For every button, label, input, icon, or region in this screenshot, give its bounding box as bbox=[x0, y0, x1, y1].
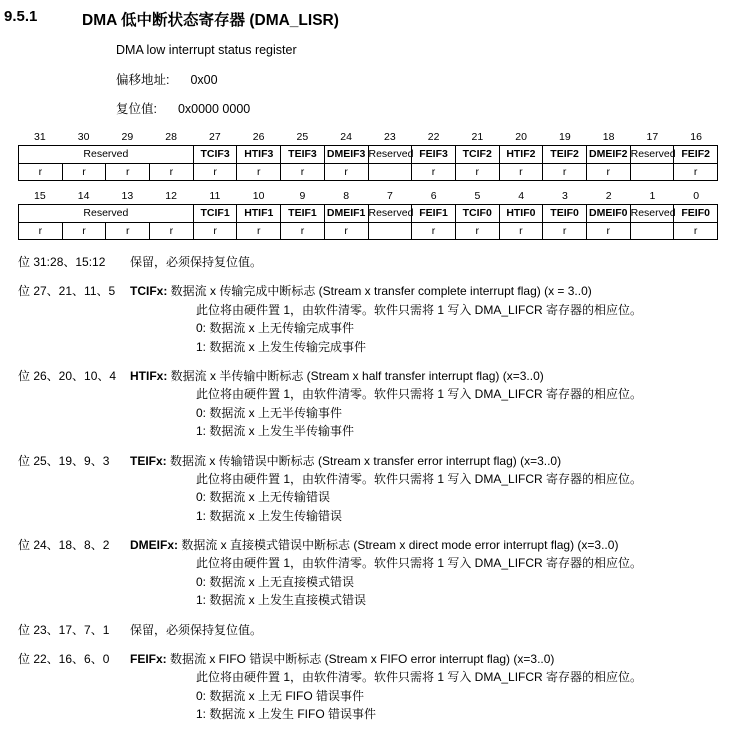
access-flag: r bbox=[150, 164, 194, 181]
bit-number: 25 bbox=[296, 131, 309, 143]
bit-description-detail: 0: 数据流 x 上无半传输事件 bbox=[196, 405, 343, 420]
reset-line bbox=[116, 99, 734, 117]
bit-description-detail: 1: 数据流 x 上发生半传输事件 bbox=[196, 424, 355, 439]
register-bit-map bbox=[18, 131, 718, 240]
bit-number: 2 bbox=[605, 190, 612, 202]
bit-field: TCIF3 bbox=[193, 146, 237, 164]
bit-description-title bbox=[130, 537, 734, 554]
access-flag: r bbox=[106, 164, 150, 181]
bit-number: 12 bbox=[165, 190, 177, 202]
bit-description-detail: 1: 数据流 x 上发生传输完成事件 bbox=[196, 339, 367, 354]
bit-field-name: FEIFx: bbox=[130, 652, 171, 667]
access-flag: r bbox=[674, 223, 718, 240]
bit-number: 16 bbox=[690, 131, 702, 143]
access-flag: r bbox=[586, 223, 630, 240]
bit-numbers-high bbox=[18, 131, 718, 145]
bit-description-detail: 此位将由硬件置 1，由软件清零。软件只需将 1 写入 DMA_LIFCR 寄存器的相应位。 bbox=[196, 471, 643, 486]
bit-description-detail: 此位将由硬件置 1，由软件清零。软件只需将 1 写入 DMA_LIFCR 寄存器的相应位。 bbox=[196, 387, 643, 402]
bit-number: 1 bbox=[649, 190, 656, 202]
bit-description-body bbox=[130, 453, 734, 526]
bit-field: TCIF2 bbox=[455, 146, 499, 164]
bit-description-detail: 1: 数据流 x 上发生 FIFO 错误事件 bbox=[196, 707, 377, 722]
bit-number: 20 bbox=[515, 131, 527, 143]
bit-number: 10 bbox=[252, 190, 265, 202]
bit-description-text: 数据流 x FIFO 错误中断标志 (Stream x FIFO error interrupt flag) (x=3..0) bbox=[170, 652, 555, 667]
bit-number: 28 bbox=[165, 131, 177, 143]
reserved-field: Reserved bbox=[630, 205, 674, 223]
bit-number: 4 bbox=[518, 190, 525, 202]
access-flag: r bbox=[19, 164, 63, 181]
bit-description-bits: 位 31:28、15:12 bbox=[18, 255, 106, 269]
access-flag: r bbox=[455, 223, 499, 240]
bit-description-body bbox=[130, 537, 734, 610]
register-fields-high bbox=[19, 146, 718, 164]
bit-number: 5 bbox=[474, 190, 481, 202]
bit-description-row bbox=[18, 254, 734, 271]
bit-description-title bbox=[130, 283, 734, 300]
reset-label: 复位值: bbox=[116, 102, 157, 116]
bit-field: TEIF0 bbox=[543, 205, 587, 223]
bit-number: 21 bbox=[471, 131, 484, 143]
access-flag: r bbox=[586, 164, 630, 181]
document-page bbox=[0, 8, 734, 743]
bit-field-name: TCIFx: bbox=[130, 284, 171, 299]
access-flag: r bbox=[543, 164, 587, 181]
bit-field: HTIF0 bbox=[499, 205, 543, 223]
access-flag: r bbox=[499, 164, 543, 181]
access-flag: r bbox=[455, 164, 499, 181]
bit-description-body bbox=[130, 283, 734, 356]
bit-number: 29 bbox=[121, 131, 134, 143]
access-flag: r bbox=[412, 223, 456, 240]
bit-description-title bbox=[130, 622, 734, 639]
bit-number: 6 bbox=[430, 190, 437, 202]
access-flag: r bbox=[237, 164, 281, 181]
access-flag: r bbox=[281, 164, 325, 181]
bit-description-text: 数据流 x 直接模式错误中断标志 (Stream x direct mode error interrupt flag) (x=3..0) bbox=[181, 538, 619, 553]
access-flag: r bbox=[412, 164, 456, 181]
reserved-field: Reserved bbox=[368, 205, 412, 223]
bit-number: 7 bbox=[386, 190, 393, 202]
bit-description-title bbox=[130, 453, 734, 470]
section-number: 9.5.1 bbox=[4, 8, 38, 25]
bit-field: TEIF1 bbox=[281, 205, 325, 223]
access-flag: r bbox=[281, 223, 325, 240]
bit-field: DMEIF3 bbox=[324, 146, 368, 164]
access-flag: r bbox=[62, 164, 106, 181]
bit-field-name: HTIFx: bbox=[130, 368, 171, 383]
bit-field: FEIF1 bbox=[412, 205, 456, 223]
bit-description-detail: 此位将由硬件置 1，由软件清零。软件只需将 1 写入 DMA_LIFCR 寄存器的相应位。 bbox=[196, 670, 643, 685]
bit-description-row bbox=[18, 622, 734, 639]
reserved-field: Reserved bbox=[630, 146, 674, 164]
bit-description-detail: 0: 数据流 x 上无 FIFO 错误事件 bbox=[196, 688, 365, 703]
bit-field: DMEIF0 bbox=[586, 205, 630, 223]
reserved-field: Reserved bbox=[368, 146, 412, 164]
bit-field: TCIF0 bbox=[455, 205, 499, 223]
bit-description-bits: 位 26、20、10、4 bbox=[18, 368, 117, 383]
bit-number: 27 bbox=[209, 131, 221, 143]
access-flag: r bbox=[237, 223, 281, 240]
bit-description-text: 保留，必须保持复位值。 bbox=[130, 622, 263, 637]
access-flag: r bbox=[19, 223, 63, 240]
access-flag: r bbox=[150, 223, 194, 240]
bit-numbers-low bbox=[18, 190, 718, 204]
bit-number: 19 bbox=[559, 131, 571, 143]
bit-number: 24 bbox=[340, 131, 352, 143]
bit-description-detail: 1: 数据流 x 上发生传输错误 bbox=[196, 508, 343, 523]
bit-field: FEIF2 bbox=[674, 146, 718, 164]
bit-description-row bbox=[18, 453, 734, 526]
bit-number: 13 bbox=[121, 190, 134, 202]
access-flag: r bbox=[674, 164, 718, 181]
bit-description-row bbox=[18, 368, 734, 441]
bit-description-detail: 此位将由硬件置 1，由软件清零。软件只需将 1 写入 DMA_LIFCR 寄存器的相应位。 bbox=[196, 302, 643, 317]
bit-description-body bbox=[130, 622, 734, 639]
register-table-high bbox=[18, 145, 718, 181]
bit-description-text: 数据流 x 传输完成中断标志 (Stream x transfer complete interrupt flag) (x = 3..0) bbox=[170, 284, 592, 299]
bit-description-title bbox=[130, 254, 734, 271]
bit-field: FEIF0 bbox=[674, 205, 718, 223]
access-flag: r bbox=[193, 164, 237, 181]
bit-number: 18 bbox=[602, 131, 615, 143]
bit-description-detail: 此位将由硬件置 1，由软件清零。软件只需将 1 写入 DMA_LIFCR 寄存器的相应位。 bbox=[196, 556, 643, 571]
access-flag: r bbox=[324, 223, 368, 240]
bit-description-body bbox=[130, 368, 734, 441]
bit-number: 26 bbox=[252, 131, 265, 143]
bit-field: TEIF3 bbox=[281, 146, 325, 164]
bit-field: FEIF3 bbox=[412, 146, 456, 164]
bit-field-name: DMEIFx: bbox=[130, 538, 182, 553]
bit-number: 22 bbox=[427, 131, 440, 143]
bit-number: 14 bbox=[77, 190, 90, 202]
bit-number: 23 bbox=[384, 131, 396, 143]
bit-descriptions bbox=[18, 254, 734, 724]
bit-description-bits: 位 24、18、8、2 bbox=[18, 538, 110, 553]
access-blank bbox=[630, 164, 674, 181]
bit-description-detail: 0: 数据流 x 上无传输错误 bbox=[196, 490, 331, 505]
reserved-field: Reserved bbox=[19, 146, 194, 164]
page-title bbox=[0, 8, 734, 30]
offset-line bbox=[116, 70, 734, 88]
bit-number: 17 bbox=[646, 131, 659, 143]
section-title: DMA 低中断状态寄存器 (DMA_LISR) bbox=[82, 12, 339, 29]
bit-number: 0 bbox=[693, 190, 700, 202]
access-flag: r bbox=[499, 223, 543, 240]
access-flag: r bbox=[193, 223, 237, 240]
bit-number: 9 bbox=[299, 190, 306, 202]
bit-description-bits: 位 27、21、11、5 bbox=[18, 284, 116, 299]
bit-description-title bbox=[130, 368, 734, 385]
bit-description-title bbox=[130, 651, 734, 668]
register-table-low bbox=[18, 204, 718, 240]
bit-description-body bbox=[130, 651, 734, 724]
access-flag: r bbox=[106, 223, 150, 240]
bit-field-name: TEIFx: bbox=[130, 453, 171, 468]
register-access-low bbox=[19, 223, 718, 240]
bit-field: HTIF2 bbox=[499, 146, 543, 164]
register-subtitle: DMA low interrupt status register bbox=[116, 43, 297, 57]
bit-description-detail: 0: 数据流 x 上无直接模式错误 bbox=[196, 574, 355, 589]
bit-number: 15 bbox=[34, 190, 46, 202]
bit-field: HTIF1 bbox=[237, 205, 281, 223]
bit-description-detail: 1: 数据流 x 上发生直接模式错误 bbox=[196, 593, 367, 608]
access-blank bbox=[630, 223, 674, 240]
bit-description-row bbox=[18, 651, 734, 724]
bit-description-bits: 位 22、16、6、0 bbox=[18, 652, 110, 667]
bit-description-bits: 位 25、19、9、3 bbox=[18, 453, 110, 468]
bit-number: 31 bbox=[34, 131, 46, 143]
access-flag: r bbox=[543, 223, 587, 240]
offset-label: 偏移地址: bbox=[116, 73, 170, 87]
bit-number: 3 bbox=[561, 190, 568, 202]
register-fields-low bbox=[19, 205, 718, 223]
bit-field: TEIF2 bbox=[543, 146, 587, 164]
register-access-high bbox=[19, 164, 718, 181]
bit-description-row bbox=[18, 537, 734, 610]
bit-description-bits: 位 23、17、7、1 bbox=[18, 622, 110, 637]
access-flag: r bbox=[324, 164, 368, 181]
bit-description-row bbox=[18, 283, 734, 356]
offset-value: 0x00 bbox=[190, 73, 218, 87]
bit-number: 30 bbox=[77, 131, 90, 143]
bit-number: 8 bbox=[343, 190, 350, 202]
bit-field: HTIF3 bbox=[237, 146, 281, 164]
bit-field: TCIF1 bbox=[193, 205, 237, 223]
bit-description-detail: 0: 数据流 x 上无传输完成事件 bbox=[196, 321, 355, 336]
reset-value: 0x0000 0000 bbox=[177, 102, 251, 116]
bit-number: 11 bbox=[209, 190, 221, 202]
access-blank bbox=[368, 164, 412, 181]
bit-description-text: 数据流 x 传输错误中断标志 (Stream x transfer error interrupt flag) (x=3..0) bbox=[170, 453, 562, 468]
bit-field: DMEIF1 bbox=[324, 205, 368, 223]
bit-description-text: 保留，必须保持复位值。 bbox=[130, 255, 263, 269]
reserved-field: Reserved bbox=[19, 205, 194, 223]
bit-description-body bbox=[130, 254, 734, 271]
bit-field: DMEIF2 bbox=[586, 146, 630, 164]
bit-description-text: 数据流 x 半传输中断标志 (Stream x half transfer interrupt flag) (x=3..0) bbox=[170, 368, 544, 383]
access-blank bbox=[368, 223, 412, 240]
access-flag: r bbox=[62, 223, 106, 240]
